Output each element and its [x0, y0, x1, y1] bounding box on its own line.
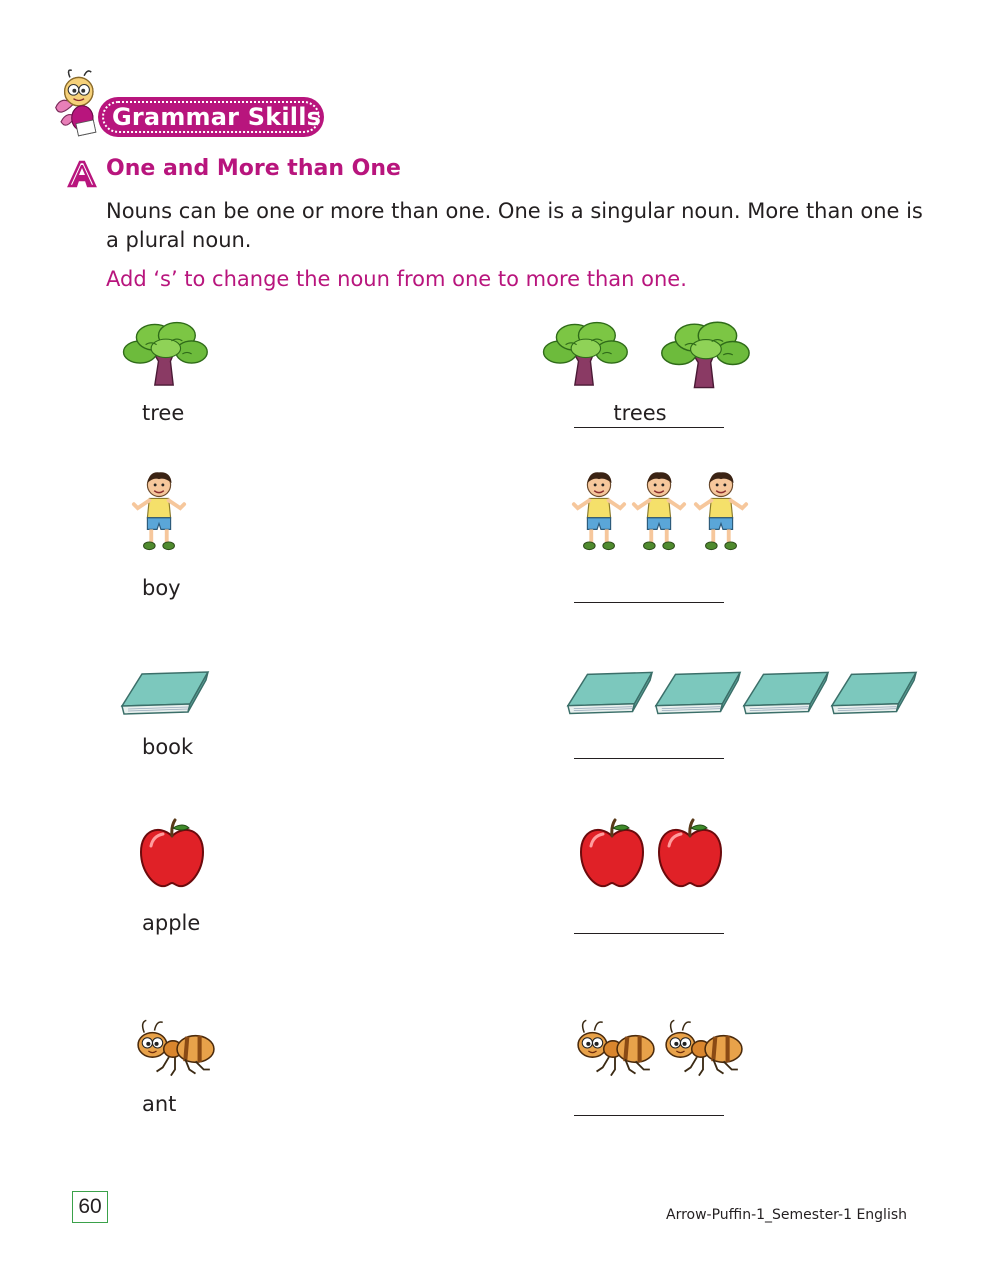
intro-text: Nouns can be one or more than one. One is a singular noun. More than one is a plural noun.	[106, 199, 923, 252]
mascot-overlay-icon	[54, 68, 116, 140]
singular-word: ant	[142, 1092, 177, 1116]
boy-icon	[692, 468, 750, 554]
banner-title: Grammar Skills	[112, 103, 322, 131]
book-icon	[652, 668, 742, 716]
tree-icon	[538, 316, 630, 388]
boy-icon	[130, 468, 188, 554]
book-icon	[564, 668, 654, 716]
boy-icon	[630, 468, 688, 554]
book-icon	[740, 668, 830, 716]
singular-word: apple	[142, 911, 201, 935]
ant-icon	[662, 1018, 744, 1080]
apple-icon	[136, 818, 208, 890]
book-icon	[828, 668, 918, 716]
tree-icon	[656, 316, 752, 390]
apple-icon	[576, 818, 648, 890]
answer-blank-line[interactable]	[574, 758, 724, 759]
singular-word: book	[142, 735, 194, 759]
section-title: One and More than One	[106, 156, 401, 181]
instruction-text: Add ‘s’ to change the noun from one to more than one.	[106, 267, 687, 291]
singular-word: boy	[142, 576, 181, 600]
plural-answer[interactable]: trees	[613, 401, 667, 425]
page-number: 60	[72, 1191, 108, 1223]
tree-icon	[118, 316, 210, 388]
boy-icon	[570, 468, 628, 554]
ant-icon	[134, 1018, 216, 1080]
section-letter-badge	[66, 160, 98, 188]
singular-word: tree	[142, 401, 185, 425]
apple-icon	[654, 818, 726, 890]
answer-blank-line[interactable]	[574, 933, 724, 934]
ant-icon	[574, 1018, 656, 1080]
answer-blank-line[interactable]	[574, 1115, 724, 1116]
answer-blank-line[interactable]	[574, 602, 724, 603]
answer-blank-line[interactable]	[574, 427, 724, 428]
book-icon	[118, 668, 210, 716]
section-banner	[98, 97, 324, 137]
book-title-footer: Arrow-Puffin-1_Semester-1 English	[666, 1207, 908, 1223]
